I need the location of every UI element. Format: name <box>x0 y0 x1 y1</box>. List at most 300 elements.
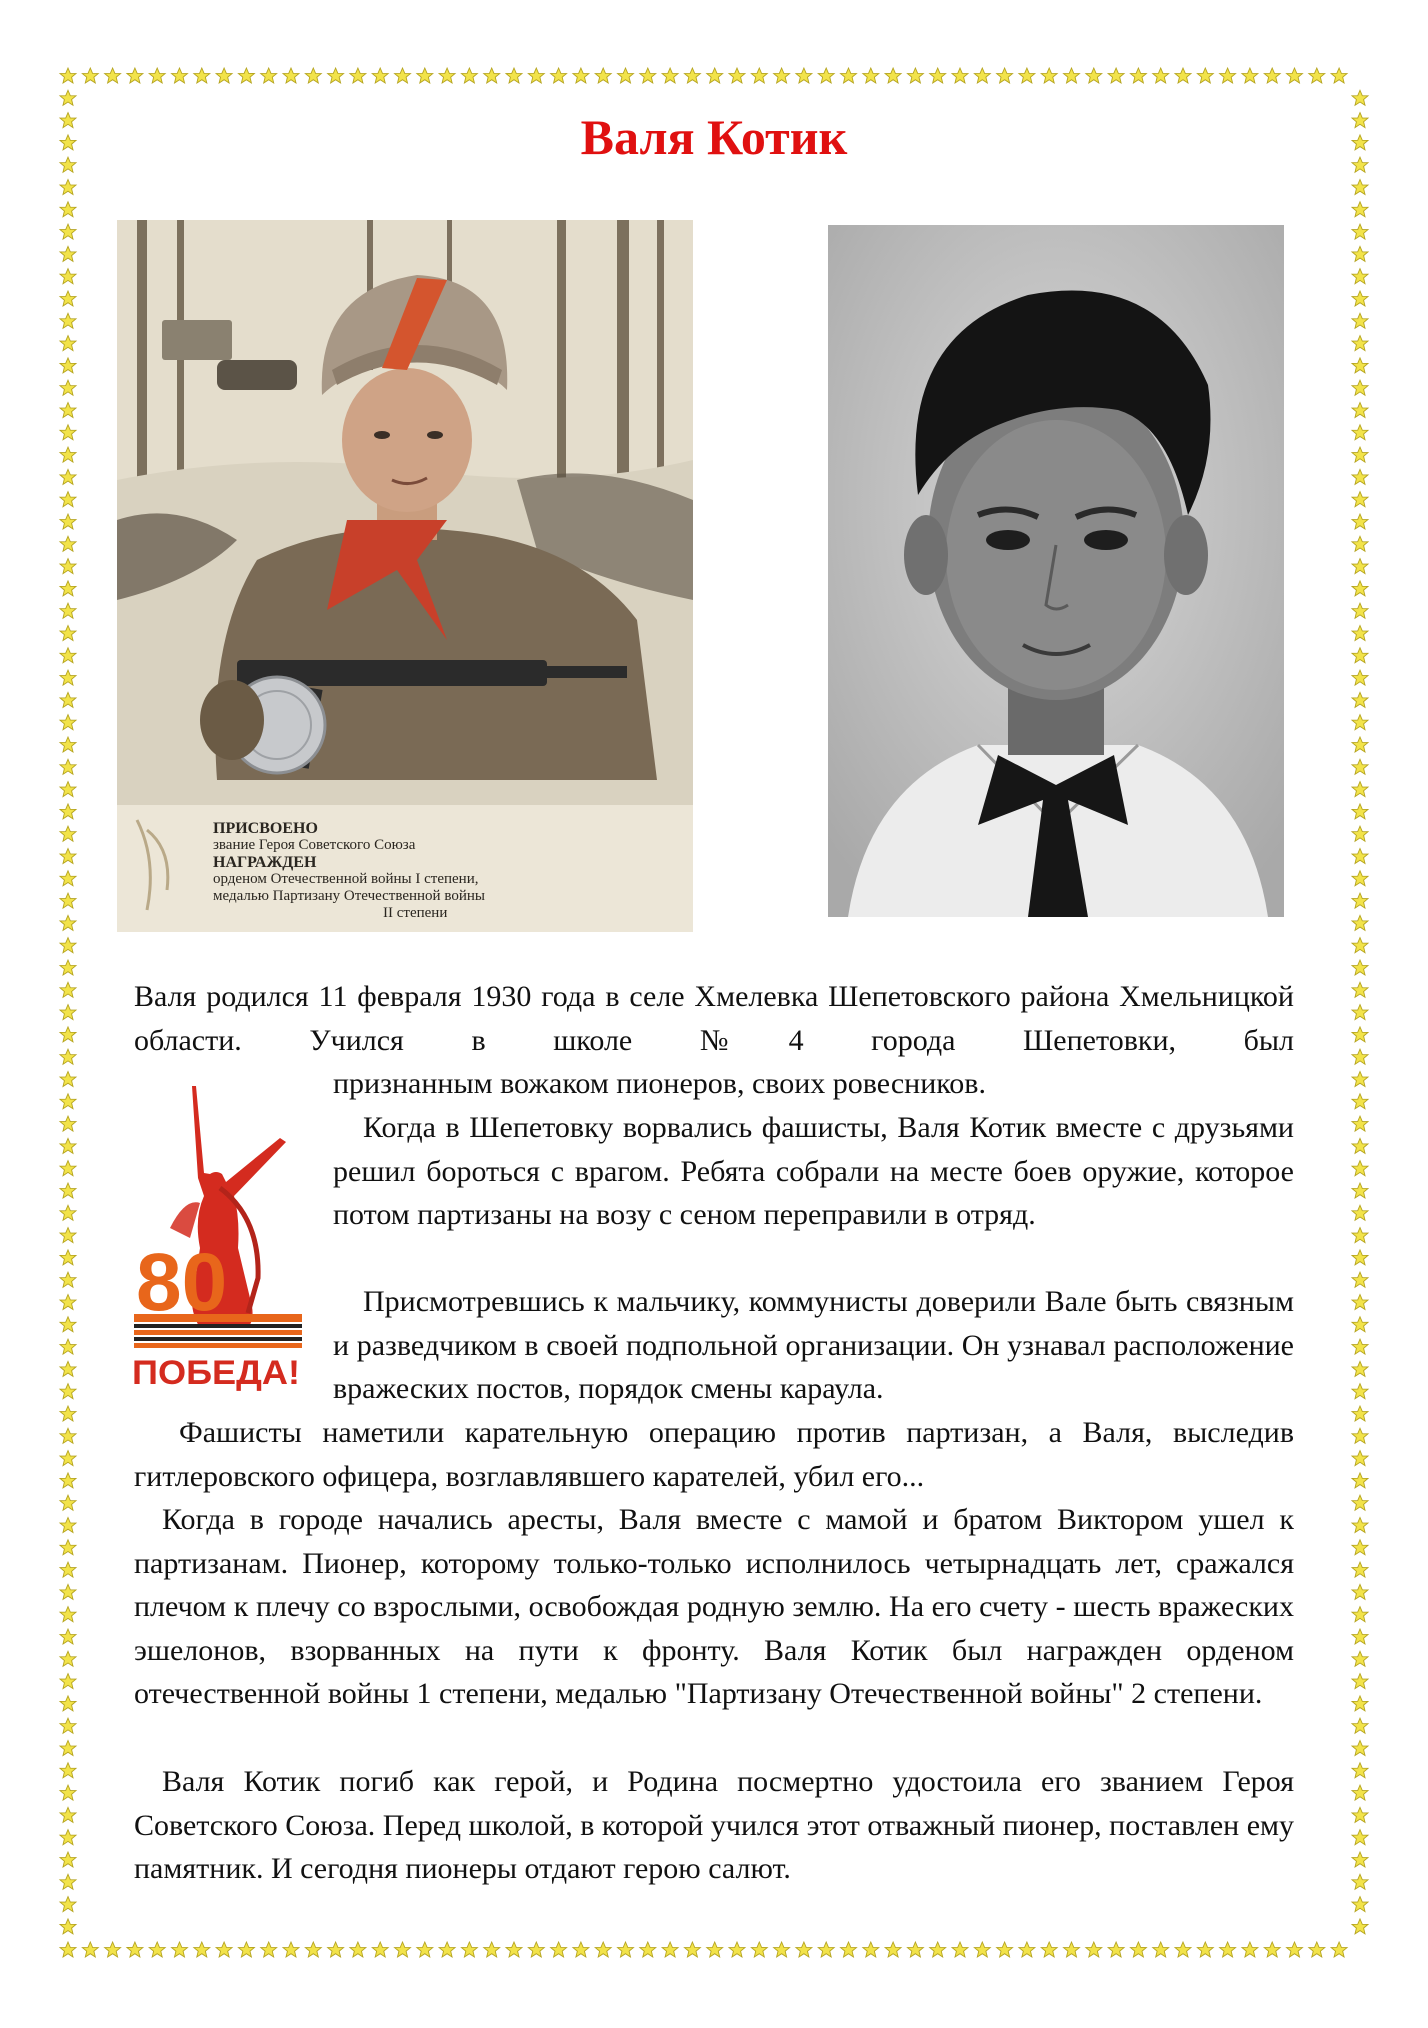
border-star-icon <box>1352 1674 1368 1689</box>
border-star-icon <box>1352 1361 1368 1376</box>
paragraph-3 <box>333 1280 1294 1411</box>
border-star-icon <box>1352 1919 1368 1934</box>
border-star-icon <box>1352 1584 1368 1599</box>
border-star-icon <box>841 1942 857 1957</box>
border-star-icon <box>1197 68 1213 83</box>
border-star-icon <box>1352 425 1368 440</box>
border-star-icon <box>60 291 76 306</box>
border-star-icon <box>60 1250 76 1265</box>
border-star-icon <box>60 1005 76 1020</box>
border-star-icon <box>1352 1562 1368 1577</box>
border-star-icon <box>841 68 857 83</box>
border-star-icon <box>60 1094 76 1109</box>
border-star-icon <box>283 68 299 83</box>
border-star-icon <box>60 715 76 730</box>
border-star-icon <box>618 1942 634 1957</box>
border-star-icon <box>395 68 411 83</box>
border-star-icon <box>1352 759 1368 774</box>
border-star-icon <box>60 1072 76 1087</box>
poster-caption-line: НАГРАЖДЕН <box>213 854 317 871</box>
emblem-number: 80 <box>136 1237 228 1328</box>
emblem-word: ПОБЕДА! <box>132 1354 300 1392</box>
border-star-icon <box>1352 1540 1368 1555</box>
border-star-icon <box>1352 1317 1368 1332</box>
border-star-icon <box>372 68 388 83</box>
border-star-icon <box>60 202 76 217</box>
border-star-icon <box>127 1942 143 1957</box>
border-star-icon <box>60 1830 76 1845</box>
border-star-icon <box>238 1942 254 1957</box>
border-star-icon <box>350 68 366 83</box>
border-star-icon <box>751 68 767 83</box>
border-star-icon <box>305 1942 321 1957</box>
border-star-icon <box>1352 982 1368 997</box>
border-star-icon <box>60 1651 76 1666</box>
border-star-icon <box>729 1942 745 1957</box>
border-star-icon <box>1352 1384 1368 1399</box>
border-star-icon <box>261 68 277 83</box>
border-star-icon <box>1220 68 1236 83</box>
border-star-icon <box>60 1183 76 1198</box>
border-star-icon <box>1352 336 1368 351</box>
border-star-icon <box>461 68 477 83</box>
border-star-icon <box>907 68 923 83</box>
border-star-icon <box>82 68 98 83</box>
border-star-icon <box>1352 1005 1368 1020</box>
border-star-icon <box>1352 1696 1368 1711</box>
border-star-icon <box>952 1942 968 1957</box>
border-star-icon <box>60 469 76 484</box>
border-star-icon <box>707 68 723 83</box>
border-star-icon <box>974 68 990 83</box>
border-star-icon <box>1352 1874 1368 1889</box>
border-star-icon <box>1352 202 1368 217</box>
border-star-icon <box>439 1942 455 1957</box>
motherland-statue-icon <box>130 1078 305 1418</box>
border-star-icon <box>60 1584 76 1599</box>
border-star-icon <box>328 68 344 83</box>
border-star-icon <box>1352 626 1368 641</box>
border-star-icon <box>149 68 165 83</box>
border-star-icon <box>60 246 76 261</box>
border-star-icon <box>1352 826 1368 841</box>
border-star-icon <box>1108 68 1124 83</box>
border-star-icon <box>60 1852 76 1867</box>
border-star-icon <box>60 1674 76 1689</box>
border-star-icon <box>1352 1049 1368 1064</box>
border-star-icon <box>1153 1942 1169 1957</box>
poster-caption-line: орденом Отечественной войны I степени, <box>213 871 479 887</box>
border-star-icon <box>461 1942 477 1957</box>
border-star-icon <box>172 1942 188 1957</box>
border-star-icon <box>283 1942 299 1957</box>
border-star-icon <box>1331 68 1347 83</box>
border-star-icon <box>60 425 76 440</box>
border-star-icon <box>1352 715 1368 730</box>
border-star-icon <box>1130 1942 1146 1957</box>
poster-image <box>117 220 693 932</box>
border-star-icon <box>60 603 76 618</box>
border-star-icon <box>1352 1339 1368 1354</box>
border-star-icon <box>1287 68 1303 83</box>
border-star-icon <box>1352 1116 1368 1131</box>
border-star-icon <box>1352 1027 1368 1042</box>
border-star-icon <box>997 68 1013 83</box>
border-star-icon <box>1242 1942 1258 1957</box>
border-star-icon <box>60 1205 76 1220</box>
border-star-icon <box>1352 269 1368 284</box>
border-star-icon <box>60 692 76 707</box>
border-star-icon <box>997 1942 1013 1957</box>
border-star-icon <box>172 68 188 83</box>
border-star-icon <box>60 1741 76 1756</box>
border-star-icon <box>1064 1942 1080 1957</box>
border-star-icon <box>1352 1629 1368 1644</box>
border-star-icon <box>1352 1183 1368 1198</box>
border-star-icon <box>1352 1250 1368 1265</box>
border-star-icon <box>774 1942 790 1957</box>
border-star-icon <box>60 336 76 351</box>
paragraph-2 <box>333 1106 1294 1237</box>
border-star-icon <box>1086 1942 1102 1957</box>
poster-caption <box>213 820 613 922</box>
border-star-icon <box>194 68 210 83</box>
border-star-icon <box>60 737 76 752</box>
border-star-icon <box>1352 1161 1368 1176</box>
border-star-icon <box>60 68 76 83</box>
border-star-icon <box>60 849 76 864</box>
border-star-icon <box>60 1272 76 1287</box>
portrait-photo <box>828 225 1284 917</box>
border-star-icon <box>1352 1495 1368 1510</box>
border-star-icon <box>1352 358 1368 373</box>
border-star-icon <box>1041 1942 1057 1957</box>
border-star-icon <box>1352 782 1368 797</box>
border-star-icon <box>1352 1295 1368 1310</box>
border-star-icon <box>1352 648 1368 663</box>
border-star-icon <box>60 1138 76 1153</box>
border-star-icon <box>60 447 76 462</box>
border-star-icon <box>863 68 879 83</box>
paragraph-1b <box>333 1062 1294 1106</box>
border-star-icon <box>1220 1942 1236 1957</box>
border-star-icon <box>60 1763 76 1778</box>
border-star-icon <box>1352 1451 1368 1466</box>
border-star-icon <box>417 1942 433 1957</box>
border-star-icon <box>1352 447 1368 462</box>
border-star-icon <box>60 514 76 529</box>
border-star-icon <box>60 1161 76 1176</box>
border-star-icon <box>1352 536 1368 551</box>
border-star-icon <box>528 1942 544 1957</box>
border-star-icon <box>506 68 522 83</box>
border-star-icon <box>60 358 76 373</box>
border-star-icon <box>1242 68 1258 83</box>
border-star-icon <box>60 1295 76 1310</box>
border-star-icon <box>796 1942 812 1957</box>
border-star-icon <box>1352 514 1368 529</box>
border-star-icon <box>60 269 76 284</box>
border-star-icon <box>60 759 76 774</box>
border-star-icon <box>395 1942 411 1957</box>
border-star-icon <box>1352 871 1368 886</box>
border-star-icon <box>1352 180 1368 195</box>
border-star-icon <box>60 1607 76 1622</box>
border-star-icon <box>1064 68 1080 83</box>
paragraph-6 <box>134 1760 1294 1891</box>
border-star-icon <box>818 68 834 83</box>
border-star-icon <box>1352 1072 1368 1087</box>
border-star-icon <box>60 1495 76 1510</box>
border-star-icon <box>863 1942 879 1957</box>
border-star-icon <box>885 1942 901 1957</box>
border-star-icon <box>417 68 433 83</box>
border-star-icon <box>1197 1942 1213 1957</box>
border-star-icon <box>1041 68 1057 83</box>
border-star-icon <box>60 1718 76 1733</box>
border-star-icon <box>60 1361 76 1376</box>
border-star-icon <box>1352 1406 1368 1421</box>
border-star-icon <box>796 68 812 83</box>
border-star-icon <box>149 1942 165 1957</box>
border-star-icon <box>1352 581 1368 596</box>
border-star-icon <box>684 68 700 83</box>
border-star-icon <box>1352 469 1368 484</box>
border-star-icon <box>60 826 76 841</box>
border-star-icon <box>551 68 567 83</box>
border-star-icon <box>974 1942 990 1957</box>
border-star-icon <box>60 804 76 819</box>
border-star-icon <box>684 1942 700 1957</box>
border-star-icon <box>1264 1942 1280 1957</box>
border-star-icon <box>1352 224 1368 239</box>
border-star-icon <box>930 68 946 83</box>
border-star-icon <box>60 1897 76 1912</box>
border-star-icon <box>1352 559 1368 574</box>
border-star-icon <box>60 893 76 908</box>
border-star-icon <box>506 1942 522 1957</box>
border-star-icon <box>60 403 76 418</box>
border-star-icon <box>1175 1942 1191 1957</box>
border-star-icon <box>484 1942 500 1957</box>
border-star-icon <box>1352 291 1368 306</box>
border-star-icon <box>751 1942 767 1957</box>
border-star-icon <box>1352 1651 1368 1666</box>
border-star-icon <box>60 1116 76 1131</box>
border-star-icon <box>60 581 76 596</box>
border-star-icon <box>640 68 656 83</box>
victory-80-emblem <box>130 1078 305 1418</box>
border-star-icon <box>216 1942 232 1957</box>
paragraph-5 <box>134 1498 1294 1716</box>
border-star-icon <box>1352 804 1368 819</box>
border-star-icon <box>60 1518 76 1533</box>
border-star-icon <box>60 1874 76 1889</box>
border-star-icon <box>1352 849 1368 864</box>
paragraph-1a <box>134 975 1294 1062</box>
border-star-icon <box>907 1942 923 1957</box>
paragraph-2-text: Когда в Шепетовку ворвались фашисты, Валя Котик вместе с друзьями решил бороться с врагом. Ребята собрали на месте боев оружие, которое потом партизаны на возу с сеном переправили в отряд. <box>333 1111 1294 1232</box>
border-star-icon <box>60 1228 76 1243</box>
paragraph-1b-text: признанным вожаком пионеров, своих ровесников. <box>333 1067 986 1100</box>
border-star-icon <box>127 68 143 83</box>
border-star-icon <box>1331 1942 1347 1957</box>
border-star-icon <box>1352 1897 1368 1912</box>
border-star-icon <box>885 68 901 83</box>
border-star-icon <box>1352 1718 1368 1733</box>
border-star-icon <box>1352 313 1368 328</box>
border-star-icon <box>60 648 76 663</box>
border-star-icon <box>60 1451 76 1466</box>
border-star-icon <box>573 68 589 83</box>
border-star-icon <box>1352 1741 1368 1756</box>
border-star-icon <box>60 1473 76 1488</box>
border-star-icon <box>60 380 76 395</box>
border-star-icon <box>1352 1473 1368 1488</box>
border-star-icon <box>216 68 232 83</box>
border-star-icon <box>1352 1785 1368 1800</box>
border-star-icon <box>729 68 745 83</box>
border-star-icon <box>818 1942 834 1957</box>
border-star-icon <box>930 1942 946 1957</box>
border-star-icon <box>1352 1228 1368 1243</box>
border-star-icon <box>1352 246 1368 261</box>
border-star-icon <box>238 68 254 83</box>
border-star-icon <box>60 1785 76 1800</box>
border-star-icon <box>573 1942 589 1957</box>
border-star-icon <box>60 938 76 953</box>
border-star-icon <box>60 1629 76 1644</box>
border-star-icon <box>1352 1807 1368 1822</box>
border-star-icon <box>60 1807 76 1822</box>
border-star-icon <box>105 68 121 83</box>
border-star-icon <box>60 492 76 507</box>
border-star-icon <box>662 1942 678 1957</box>
border-star-icon <box>952 68 968 83</box>
border-star-icon <box>60 1562 76 1577</box>
border-star-icon <box>60 1540 76 1555</box>
paragraph-1a-text: Валя родился 11 февраля 1930 года в селе Хмелевка Шепетовского района Хмельницкой области. Учился в школе №4 города Шепетовки, был <box>134 980 1294 1057</box>
border-star-icon <box>1153 68 1169 83</box>
border-star-icon <box>1352 893 1368 908</box>
border-star-icon <box>60 960 76 975</box>
border-star-icon <box>1352 90 1368 105</box>
border-star-icon <box>1352 1205 1368 1220</box>
border-star-icon <box>60 1696 76 1711</box>
border-star-icon <box>60 559 76 574</box>
border-star-icon <box>662 68 678 83</box>
border-star-icon <box>82 1942 98 1957</box>
paragraph-4 <box>134 1411 1294 1498</box>
border-star-icon <box>261 1942 277 1957</box>
border-star-icon <box>60 915 76 930</box>
border-star-icon <box>60 224 76 239</box>
border-star-icon <box>1019 1942 1035 1957</box>
border-star-icon <box>1175 68 1191 83</box>
portrait-illustration <box>828 225 1284 917</box>
border-star-icon <box>1086 68 1102 83</box>
paragraph-4-text: Фашисты наметили карательную операцию против партизан, а Валя, выследив гитлеровского офицера, возглавлявшего карателей, убил его... <box>134 1416 1294 1493</box>
border-star-icon <box>640 1942 656 1957</box>
border-star-icon <box>60 1027 76 1042</box>
border-star-icon <box>60 982 76 997</box>
border-star-icon <box>60 782 76 797</box>
border-star-icon <box>1352 1428 1368 1443</box>
border-star-icon <box>60 1339 76 1354</box>
border-star-icon <box>1352 492 1368 507</box>
border-star-icon <box>1352 1852 1368 1867</box>
border-star-icon <box>60 313 76 328</box>
border-star-icon <box>60 1384 76 1399</box>
border-star-icon <box>618 68 634 83</box>
poster-caption-heading: ПРИСВОЕНО <box>213 820 318 837</box>
paragraph-5-text: Когда в городе начались аресты, Валя вместе с мамой и братом Виктором ушел к партизанам. Пионер, которому только-только исполнилось четырнадцать лет, сражался плечом к плечу со взрослыми, освобождая родную землю. На его счету - шесть вражеских эшелонов, взорванных на пути к фронту. Валя Котик был награжден орденом отечественной войны 1 степени, медалью "Партизану Отечественной войны" 2 степени. <box>134 1503 1294 1711</box>
border-star-icon <box>60 670 76 685</box>
border-star-icon <box>60 626 76 641</box>
border-star-icon <box>1352 1830 1368 1845</box>
border-star-icon <box>60 1919 76 1934</box>
border-star-icon <box>60 1428 76 1443</box>
border-star-icon <box>328 1942 344 1957</box>
border-star-icon <box>1352 403 1368 418</box>
border-star-icon <box>1352 670 1368 685</box>
border-star-icon <box>1309 68 1325 83</box>
border-star-icon <box>1352 1607 1368 1622</box>
border-star-icon <box>484 68 500 83</box>
border-star-icon <box>1352 915 1368 930</box>
border-star-icon <box>1352 380 1368 395</box>
border-star-icon <box>1264 68 1280 83</box>
border-star-icon <box>595 68 611 83</box>
border-star-icon <box>60 1049 76 1064</box>
poster-caption-line: медалью Партизану Отечественной войны <box>213 888 485 904</box>
border-star-icon <box>60 1406 76 1421</box>
border-star-icon <box>595 1942 611 1957</box>
border-star-icon <box>439 68 455 83</box>
border-star-icon <box>528 68 544 83</box>
border-star-icon <box>305 68 321 83</box>
border-star-icon <box>60 1317 76 1332</box>
border-star-icon <box>707 1942 723 1957</box>
border-star-icon <box>1130 68 1146 83</box>
poster-caption-line: звание Героя Советского Союза <box>213 837 416 853</box>
border-star-icon <box>1352 737 1368 752</box>
border-star-icon <box>1352 960 1368 975</box>
border-star-icon <box>60 871 76 886</box>
border-star-icon <box>60 180 76 195</box>
border-star-icon <box>1287 1942 1303 1957</box>
border-star-icon <box>60 1942 76 1957</box>
border-star-icon <box>1108 1942 1124 1957</box>
border-star-icon <box>1352 1763 1368 1778</box>
border-star-icon <box>1352 603 1368 618</box>
border-star-icon <box>1019 68 1035 83</box>
border-star-icon <box>1352 1272 1368 1287</box>
border-star-icon <box>1352 692 1368 707</box>
border-star-icon <box>60 90 76 105</box>
border-star-icon <box>1352 1138 1368 1153</box>
paragraph-3-text: Присмотревшись к мальчику, коммунисты доверили Вале быть связным и разведчиком в своей подпольной организации. Он узнавал расположение вражеских постов, порядок смены караула. <box>333 1285 1294 1406</box>
border-star-icon <box>105 1942 121 1957</box>
border-star-icon <box>194 1942 210 1957</box>
border-star-icon <box>350 1942 366 1957</box>
paragraph-6-text: Валя Котик погиб как герой, и Родина посмертно удостоила его званием Героя Советского Союза. Перед школой, в которой учился этот отважный пионер, поставлен ему памятник. И сегодня пионеры отдают герою салют. <box>134 1765 1294 1886</box>
border-star-icon <box>1352 938 1368 953</box>
border-star-icon <box>60 536 76 551</box>
poster-caption-line: II степени <box>383 905 448 921</box>
border-star-icon <box>1309 1942 1325 1957</box>
border-star-icon <box>1352 1094 1368 1109</box>
